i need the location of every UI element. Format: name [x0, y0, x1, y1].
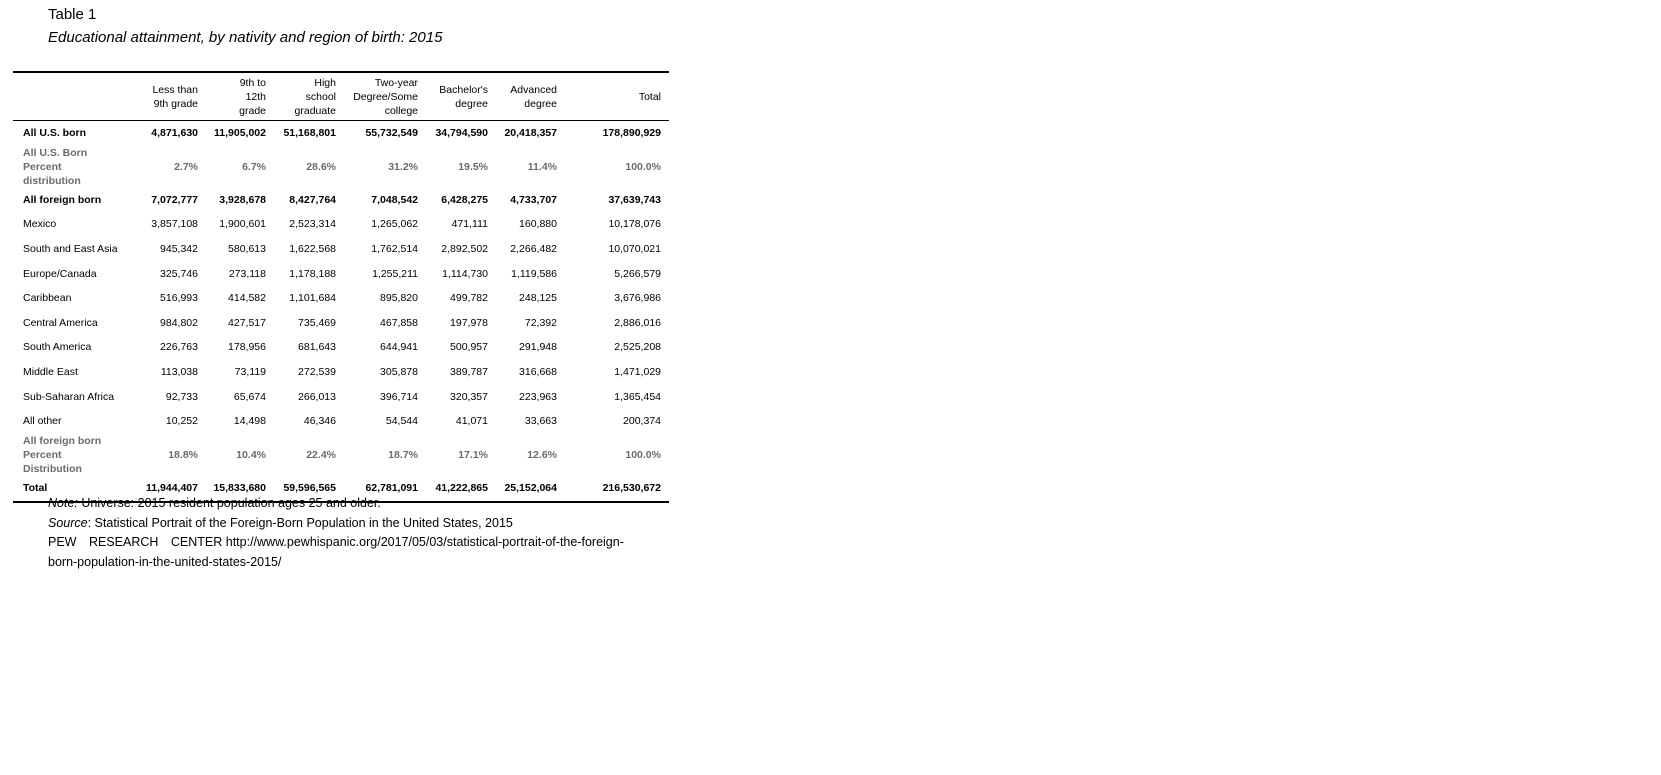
table-row [13, 311, 669, 336]
cell-adv: 316,668 [519, 366, 557, 379]
cell-ba: 19.5% [458, 160, 488, 173]
table-row [13, 212, 669, 237]
row-label-line: South and East Asia [23, 243, 118, 256]
cell-ba: 500,957 [450, 341, 488, 354]
cell-adv: 291,948 [519, 341, 557, 354]
column-header-line: 12th [245, 90, 266, 103]
column-header-line: degree [455, 97, 488, 110]
column-header-hs [274, 72, 344, 121]
cell-ba: 41,222,865 [426, 476, 496, 502]
cell-twoyr: 467,858 [380, 316, 418, 329]
cell-ba: 6,428,275 [441, 193, 488, 206]
column-header-line: 9th to [239, 76, 266, 89]
cell-hs: 272,539 [298, 366, 336, 379]
row-label-line: Sub-Saharan Africa [23, 390, 115, 403]
cell-g9_12: 73,119 [234, 366, 266, 379]
table-row [13, 121, 669, 146]
cell-hs: 8,427,764 [289, 193, 336, 206]
cell-g9_12: 414,582 [228, 292, 266, 305]
column-header-g9_12 [206, 72, 274, 121]
cell-adv: 4,733,707 [510, 193, 557, 206]
cell-g9_12: 10.4% [236, 448, 266, 461]
table-row [13, 237, 669, 262]
cell-adv: 20,418,357 [504, 127, 557, 140]
cell-lt9: 984,802 [160, 316, 198, 329]
cell-ba: 389,787 [450, 366, 488, 379]
cell-g9_12: 273,118 [228, 267, 266, 280]
column-header-line: Degree/Some [353, 90, 418, 103]
row-label [13, 121, 130, 146]
row-label [13, 261, 130, 286]
cell-twoyr: 396,714 [380, 390, 418, 403]
cell-total: 1,471,029 [614, 366, 661, 379]
table-header-row [13, 72, 669, 121]
cell-g9_12: 3,928,678 [219, 193, 266, 206]
cell-lt9: 325,746 [160, 267, 198, 280]
cell-twoyr: 7,048,542 [371, 193, 418, 206]
cell-twoyr: 1,762,514 [371, 243, 418, 256]
row-label [13, 237, 130, 262]
cell-lt9: 516,993 [160, 292, 198, 305]
cell-hs: 59,596,565 [274, 476, 344, 502]
cell-ba: 34,794,590 [435, 127, 488, 140]
row-label-line: All foreign born [23, 193, 102, 206]
source-label: Source [48, 515, 88, 530]
cell-g9_12: 1,900,601 [219, 218, 266, 231]
row-label [13, 384, 130, 409]
column-header-twoyr [344, 72, 426, 121]
cell-lt9: 7,072,777 [151, 193, 198, 206]
note-text: Universe: 2015 resident population ages 25 and older. [77, 496, 381, 510]
cell-lt9: 18.8% [168, 448, 198, 461]
cell-hs: 266,013 [298, 390, 336, 403]
cell-hs: 735,469 [298, 316, 336, 329]
row-label-line: Central America [23, 316, 98, 329]
column-header-line: Bachelor's [439, 83, 488, 96]
url-line [48, 533, 648, 553]
table-row [13, 384, 669, 409]
cell-ba: 499,782 [450, 292, 488, 305]
cell-twoyr: 1,255,211 [372, 267, 418, 280]
cell-total: 178,890,929 [602, 127, 661, 140]
column-header-lt9 [130, 72, 206, 121]
cell-ba: 1,114,730 [442, 267, 488, 280]
educational-attainment-table [13, 71, 669, 503]
row-label-line: Caribbean [23, 292, 72, 305]
cell-adv: 11.4% [527, 160, 557, 173]
row-label-line: Total [23, 482, 48, 495]
cell-twoyr: 644,941 [380, 341, 418, 354]
row-label [13, 335, 130, 360]
table-row [13, 434, 669, 476]
cell-ba: 17.1% [458, 448, 488, 461]
cell-lt9: 945,342 [160, 243, 198, 256]
column-header-line: graduate [294, 104, 336, 117]
cell-twoyr: 62,781,091 [344, 476, 426, 502]
table-row [13, 409, 669, 434]
row-label [13, 286, 130, 311]
cell-adv: 12.6% [527, 448, 557, 461]
cell-twoyr: 305,878 [380, 366, 418, 379]
column-header-line: 9th grade [153, 97, 198, 110]
row-label [13, 146, 130, 188]
cell-hs: 681,643 [298, 341, 336, 354]
column-header-line: college [384, 104, 418, 117]
cell-adv: 160,880 [519, 218, 557, 231]
row-label [13, 360, 130, 385]
table-row [13, 360, 669, 385]
cell-total: 200,374 [623, 415, 661, 428]
source-url-part1[interactable]: http://www.pewhispanic.org/2017/05/03/statistical-portrait-of-the-foreign- [222, 535, 624, 549]
row-label-line: Percent Distribution [23, 448, 82, 475]
cell-lt9: 10,252 [165, 415, 198, 428]
column-header-line: Total [638, 90, 661, 103]
cell-g9_12: 11,905,002 [214, 127, 266, 140]
row-label [13, 434, 130, 476]
cell-total: 1,365,454 [614, 390, 661, 403]
cell-total: 37,639,743 [608, 193, 661, 206]
row-label-line: All U.S. born [23, 127, 86, 140]
cell-hs: 51,168,801 [283, 127, 336, 140]
cell-total: 10,178,076 [608, 218, 661, 231]
note-label: Note: [48, 496, 78, 510]
cell-total: 5,266,579 [614, 267, 661, 280]
cell-twoyr: 54,544 [385, 415, 418, 428]
table-title: Educational attainment, by nativity and region of birth: 2015 [48, 29, 443, 46]
cell-g9_12: 65,674 [233, 390, 266, 403]
table-notes [48, 494, 648, 572]
cell-lt9: 226,763 [160, 341, 198, 354]
cell-ba: 197,978 [450, 316, 488, 329]
cell-lt9: 4,871,630 [151, 127, 198, 140]
cell-total: 10,070,021 [608, 243, 661, 256]
cell-total: 216,530,672 [565, 476, 669, 502]
table-row [13, 286, 669, 311]
cell-hs: 28.6% [306, 160, 336, 173]
cell-adv: 25,152,064 [496, 476, 565, 502]
row-label-line: All foreign born [23, 434, 102, 447]
cell-lt9: 113,038 [160, 366, 198, 379]
column-header-line: school [305, 90, 336, 103]
cell-g9_12: 580,613 [228, 243, 266, 256]
cell-adv: 2,266,482 [510, 243, 557, 256]
cell-twoyr: 895,820 [380, 292, 418, 305]
cell-hs: 1,178,188 [289, 267, 336, 280]
cell-total: 2,525,208 [614, 341, 661, 354]
cell-lt9: 92,733 [165, 390, 198, 403]
row-label-line: Mexico [23, 218, 57, 231]
url-line-2 [48, 553, 648, 573]
cell-adv: 248,125 [519, 292, 557, 305]
table-body [13, 121, 669, 502]
cell-adv: 223,963 [519, 390, 557, 403]
cell-g9_12: 6.7% [242, 160, 266, 173]
cell-g9_12: 427,517 [228, 316, 266, 329]
table-number: Table 1 [48, 6, 97, 23]
row-label [13, 409, 130, 434]
cell-hs: 46,346 [303, 415, 336, 428]
cell-total: 100.0% [625, 160, 661, 173]
row-label [13, 188, 130, 213]
column-header-total [565, 72, 669, 121]
table-row [13, 188, 669, 213]
cell-lt9: 3,857,108 [151, 218, 198, 231]
cell-hs: 1,622,568 [289, 243, 336, 256]
cell-lt9: 2.7% [174, 160, 198, 173]
row-label [13, 311, 130, 336]
row-label-line: Percent distribution [23, 160, 81, 187]
table-row [13, 335, 669, 360]
column-header-adv [496, 72, 565, 121]
cell-twoyr: 31.2% [388, 160, 418, 173]
cell-g9_12: 15,833,680 [206, 476, 274, 502]
cell-hs: 2,523,314 [289, 218, 336, 231]
cell-total: 100.0% [625, 448, 661, 461]
source-text: : Statistical Portrait of the Foreign-Born Population in the United States, 2015 [87, 515, 513, 530]
cell-total: 2,886,016 [614, 316, 661, 329]
cell-ba: 471,111 [451, 218, 488, 231]
cell-g9_12: 178,956 [228, 341, 266, 354]
org-name: PEW RESEARCH CENTER [48, 535, 223, 549]
cell-twoyr: 18.7% [388, 448, 418, 461]
table-row [13, 146, 669, 188]
cell-adv: 72,392 [524, 316, 557, 329]
column-header-line: degree [524, 97, 557, 110]
row-label-line: Middle East [23, 366, 78, 379]
cell-hs: 1,101,684 [289, 292, 336, 305]
row-label-line: Europe/Canada [23, 267, 97, 280]
note-line [48, 494, 648, 514]
row-label-line: All other [23, 415, 62, 428]
cell-lt9: 11,944,407 [130, 476, 206, 502]
column-header-line: Less than [152, 83, 198, 96]
column-header-line: High [314, 76, 336, 89]
row-label-line: All U.S. Born [23, 146, 88, 159]
cell-adv: 33,663 [524, 415, 557, 428]
row-label [13, 212, 130, 237]
cell-ba: 320,357 [450, 390, 488, 403]
column-header-line: Advanced [510, 83, 557, 96]
cell-twoyr: 55,732,549 [365, 127, 418, 140]
cell-adv: 1,119,586 [511, 267, 557, 280]
cell-ba: 2,892,502 [441, 243, 488, 256]
row-label-line: South America [23, 341, 92, 354]
column-header-ba [426, 72, 496, 121]
cell-ba: 41,071 [455, 415, 488, 428]
source-line [48, 514, 648, 534]
cell-twoyr: 1,265,062 [371, 218, 418, 231]
table-row [13, 261, 669, 286]
column-header-line: Two-year [374, 76, 418, 89]
column-header-label [13, 72, 130, 121]
cell-g9_12: 14,498 [233, 415, 266, 428]
source-url-part2[interactable]: born-population-in-the-united-states-2015/ [48, 554, 282, 569]
cell-hs: 22.4% [306, 448, 336, 461]
cell-total: 3,676,986 [614, 292, 661, 305]
column-header-line: grade [239, 104, 266, 117]
